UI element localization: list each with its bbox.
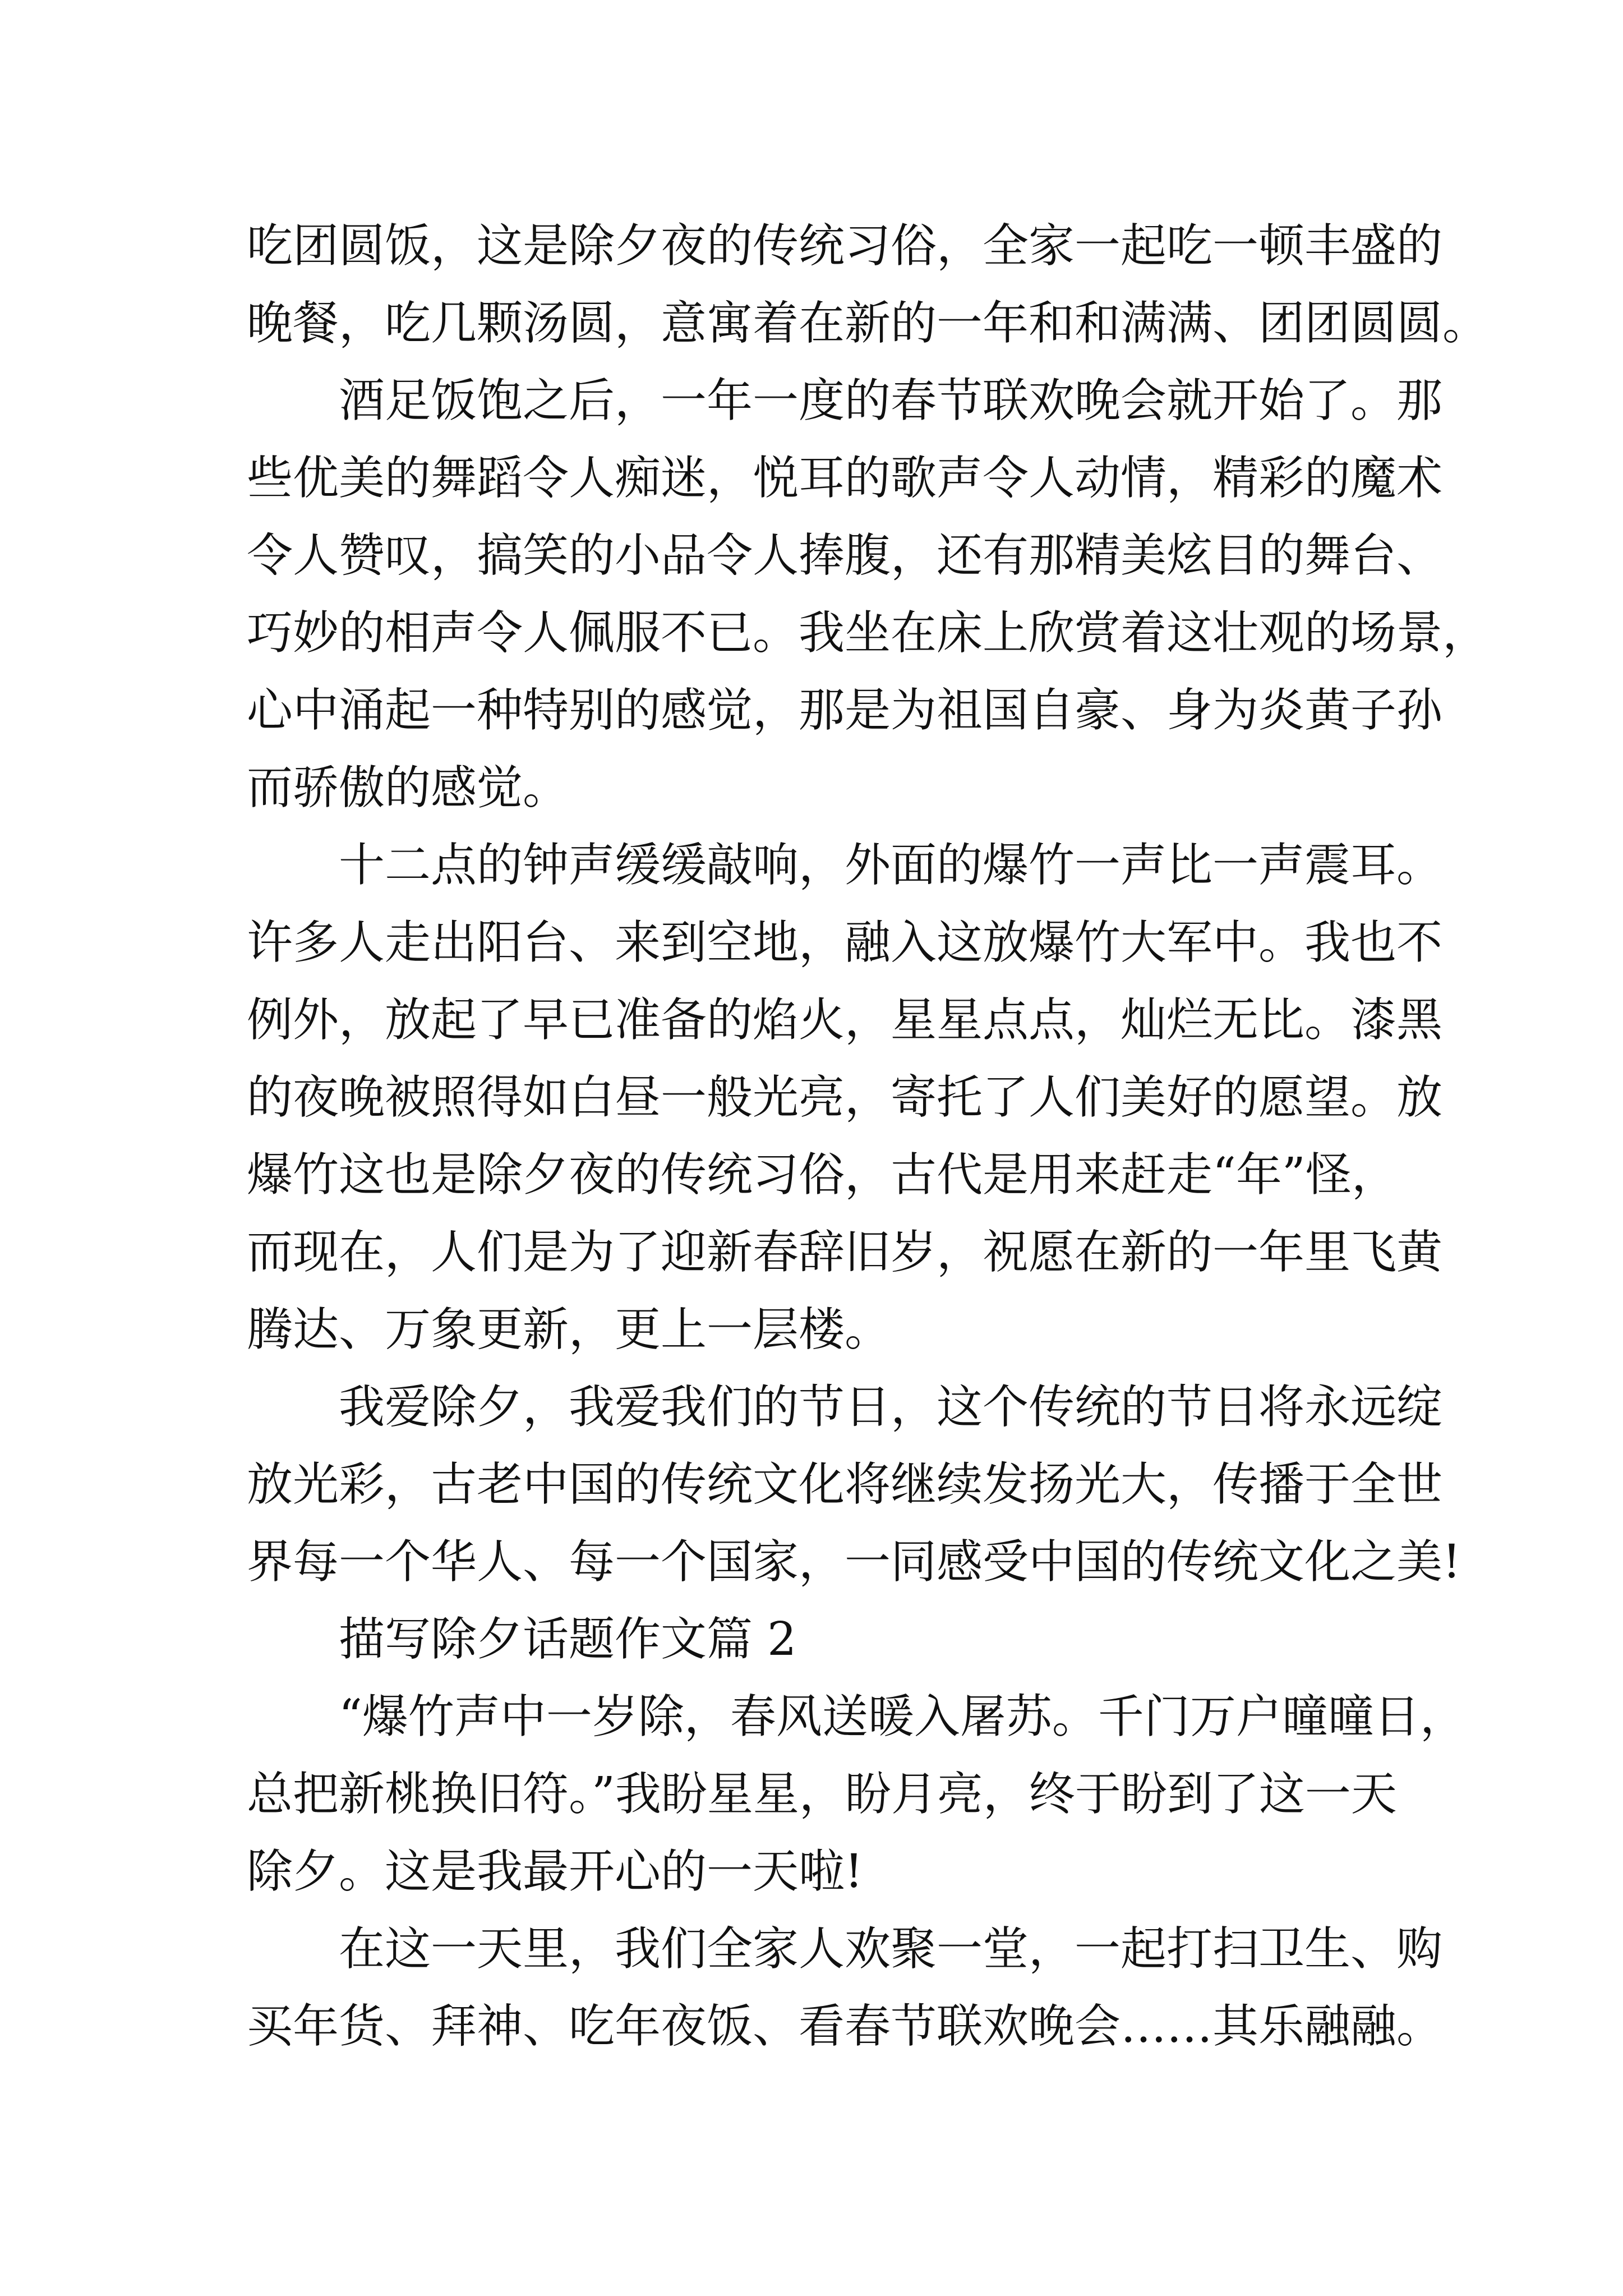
paragraph-line: 腾达、万象更新，更上一层楼。 bbox=[247, 1303, 891, 1356]
paragraph-line: 我爱除夕，我爱我们的节日，这个传统的节日将永远绽 bbox=[339, 1381, 1443, 1434]
paragraph-line: 界每一个华人、每一个国家，一同感受中国的传统文化之美! bbox=[247, 1535, 1461, 1589]
paragraph-line: 吃团圆饭，这是除夕夜的传统习俗，全家一起吃一顿丰盛的 bbox=[247, 219, 1443, 273]
paragraph-line: 酒足饭饱之后，一年一度的春节联欢晚会就开始了。那 bbox=[339, 374, 1443, 427]
paragraph-line: 晚餐，吃几颗汤圆，意寓着在新的一年和和满满、团团圆圆。 bbox=[247, 297, 1489, 350]
paragraph-line: 心中涌起一种特别的感觉，那是为祖国自豪、身为炎黄子孙 bbox=[247, 684, 1443, 737]
paragraph-line: 十二点的钟声缓缓敲响，外面的爆竹一声比一声震耳。 bbox=[339, 839, 1443, 892]
paragraph-line: 买年货、拜神、吃年夜饭、看春节联欢晚会……其乐融融。 bbox=[247, 2000, 1443, 2053]
paragraph-line: 令人赞叹，搞笑的小品令人捧腹，还有那精美炫目的舞台、 bbox=[247, 529, 1443, 582]
paragraph-line: 巧妙的相声令人佩服不已。我坐在床上欣赏着这壮观的场景， bbox=[247, 606, 1489, 660]
paragraph-line: 而骄傲的感觉。 bbox=[247, 761, 569, 815]
paragraph-line: 总把新桃换旧符。”我盼星星，盼月亮，终于盼到了这一天 bbox=[247, 1768, 1397, 1821]
paragraph-line: 在这一天里，我们全家人欢聚一堂，一起打扫卫生、购 bbox=[339, 1922, 1443, 1976]
paragraph-line: 爆竹这也是除夕夜的传统习俗，古代是用来赶走“年”怪， bbox=[247, 1148, 1398, 1202]
paragraph-line: 除夕。这是我最开心的一天啦! bbox=[247, 1845, 863, 1898]
paragraph-line: “爆竹声中一岁除，春风送暖入屠苏。千门万户曈曈日， bbox=[339, 1690, 1466, 1743]
document-body bbox=[247, 208, 1489, 2065]
paragraph-line: 放光彩，古老中国的传统文化将继续发扬光大，传播于全世 bbox=[247, 1458, 1443, 1511]
paragraph-line: 的夜晚被照得如白昼一般光亮，寄托了人们美好的愿望。放 bbox=[247, 1071, 1443, 1124]
paragraph-line: 而现在，人们是为了迎新春辞旧岁，祝愿在新的一年里飞黄 bbox=[247, 1226, 1443, 1279]
paragraph-line: 些优美的舞蹈令人痴迷，悦耳的歌声令人动情，精彩的魔术 bbox=[247, 452, 1443, 505]
section-heading: 描写除夕话题作文篇 2 bbox=[339, 1613, 797, 1666]
paragraph-line: 许多人走出阳台、来到空地，融入这放爆竹大军中。我也不 bbox=[247, 916, 1443, 969]
paragraph-line: 例外，放起了早已准备的焰火，星星点点，灿烂无比。漆黑 bbox=[247, 993, 1443, 1047]
